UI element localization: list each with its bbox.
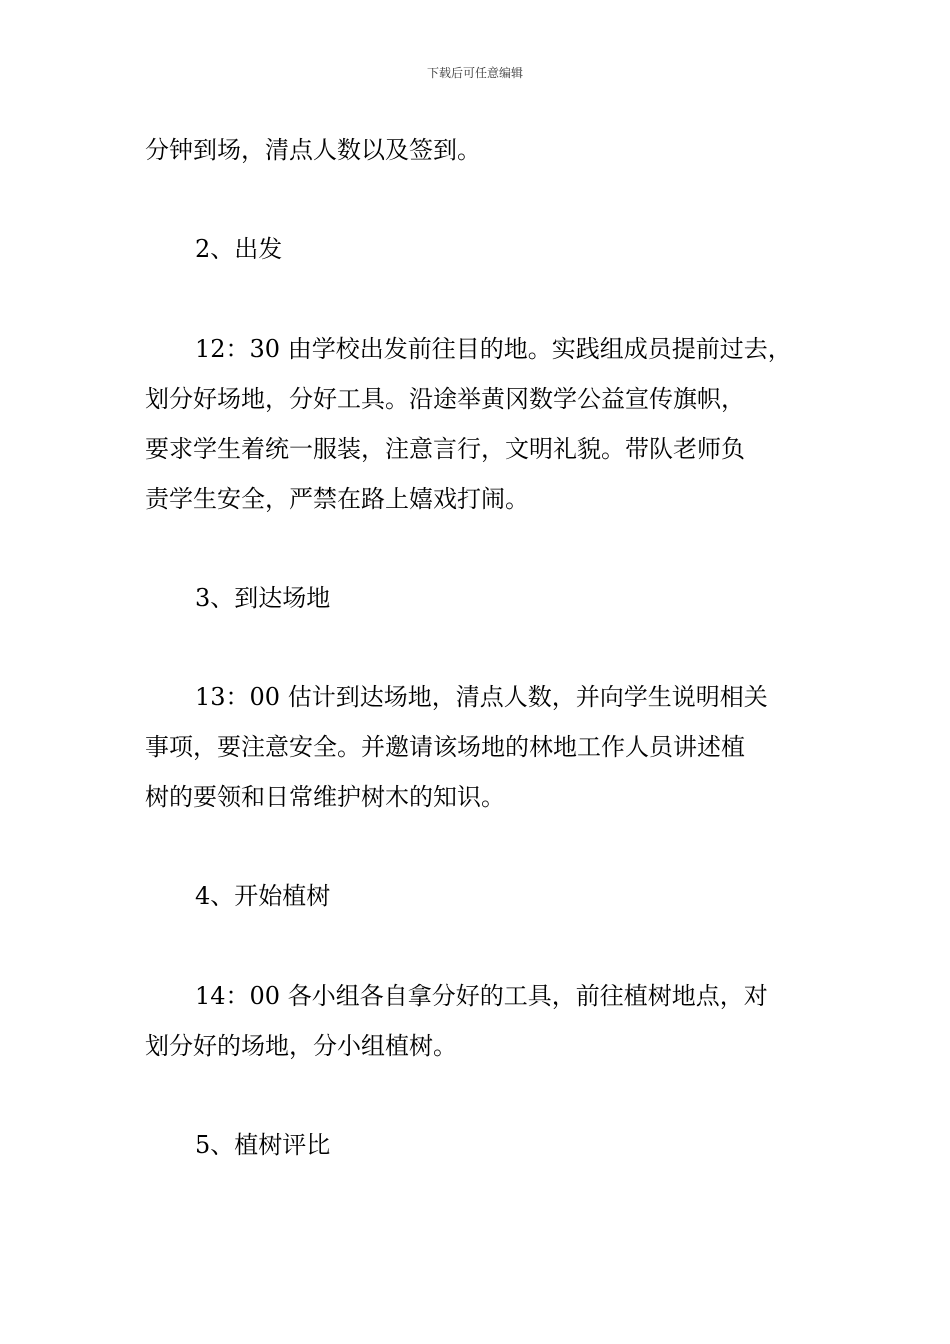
text-line: 划分好的场地，分小组植树。 — [145, 1032, 457, 1060]
section-heading-planting: 4、开始植树 — [195, 882, 331, 910]
section-heading-evaluation: 5、植树评比 — [195, 1131, 331, 1159]
text-line: 13：00 估计到达场地，清点人数，并向学生说明相关 — [195, 683, 768, 711]
page-header-note: 下载后可任意编辑 — [426, 66, 523, 80]
text-line: 要求学生着统一服装，注意言行，文明礼貌。带队老师负 — [145, 435, 745, 463]
text-line: 12：30 由学校出发前往目的地。实践组成员提前过去， — [195, 335, 792, 363]
text-line: 事项，要注意安全。并邀请该场地的林地工作人员讲述植 — [145, 733, 745, 761]
text-line: 划分好场地，分好工具。沿途举黄冈数学公益宣传旗帜， — [145, 385, 745, 413]
text-line: 树的要领和日常维护树木的知识。 — [145, 783, 505, 811]
text-line: 分钟到场，清点人数以及签到。 — [145, 136, 481, 164]
section-heading-arrive: 3、到达场地 — [195, 584, 331, 612]
text-line: 责学生安全，严禁在路上嬉戏打闹。 — [145, 485, 529, 513]
section-heading-depart: 2、出发 — [195, 235, 283, 263]
text-line: 14：00 各小组各自拿分好的工具，前往植树地点，对 — [195, 982, 768, 1010]
